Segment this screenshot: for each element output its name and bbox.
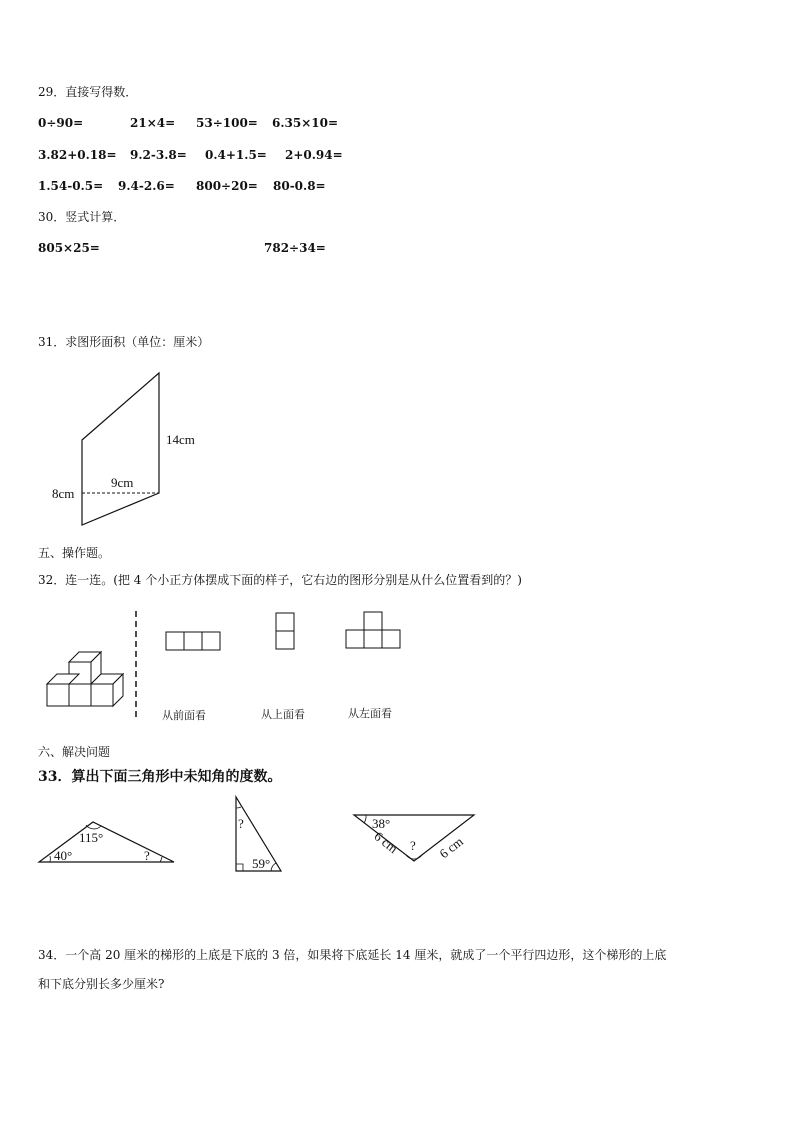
- q29-item: 21×4=: [130, 116, 176, 130]
- q29-item: 800÷20=: [196, 179, 258, 193]
- label-left: 8cm: [52, 486, 75, 501]
- q33-title: 33．算出下面三角形中未知角的度数。: [38, 769, 282, 785]
- q29-item: 0.4+1.5=: [205, 148, 267, 162]
- tri3-left-angle: 38°: [372, 816, 391, 831]
- q29-item: 9.2-3.8=: [130, 148, 187, 162]
- q29-item: 0÷90=: [38, 116, 84, 130]
- q30-title: 30．竖式计算．: [38, 210, 126, 224]
- tri1-right-angle: ?: [144, 848, 150, 863]
- q29-item: 3.82+0.18=: [38, 148, 117, 162]
- label-base: 9cm: [111, 475, 134, 490]
- section5-title: 五、操作题。: [38, 546, 111, 560]
- q29-item: 53÷100=: [196, 116, 258, 130]
- tri2-bottom-angle: 59°: [252, 856, 271, 871]
- view-label-top: 从上面看: [261, 708, 305, 721]
- q34-line-1: 34．一个高 20 厘米的梯形的上底是下底的 3 倍，如果将下底延长 14 厘米，就成了一个平行四边形，这个梯形的上底: [38, 948, 667, 962]
- q29-item: 9.4-2.6=: [118, 179, 175, 193]
- q32-title: 32．连一连。(把 4 个小正方体摆成下面的样子，它右边的图形分别是从什么位置看到的？): [38, 573, 522, 587]
- tri1-top-angle: 115°: [79, 830, 104, 845]
- tri3-side-left: 6 cm: [371, 828, 401, 857]
- q29-item: 2+0.94=: [285, 148, 343, 162]
- q34-line-2: 和下底分别长多少厘米?: [38, 977, 165, 991]
- q29-item: 1.54-0.5=: [38, 179, 104, 193]
- tri3-bottom-angle: ?: [410, 838, 416, 853]
- view-label-front: 从前面看: [162, 709, 206, 722]
- tri2-top-angle: ?: [238, 816, 244, 831]
- q30-item-1: 805×25=: [38, 241, 100, 255]
- q30-item-2: 782÷34=: [264, 241, 326, 255]
- tri1-left-angle: 40°: [54, 848, 73, 863]
- section6-title: 六、解决问题: [38, 745, 111, 759]
- q29-title: 29．直接写得数．: [38, 85, 138, 99]
- q31-title: 31．求图形面积（单位：厘米）: [38, 335, 210, 349]
- q29-item: 80-0.8=: [273, 179, 326, 193]
- label-right: 14cm: [166, 432, 195, 447]
- tri3-side-right: 6 cm: [436, 833, 466, 862]
- q29-item: 6.35×10=: [272, 116, 339, 130]
- view-label-left: 从左面看: [348, 707, 392, 720]
